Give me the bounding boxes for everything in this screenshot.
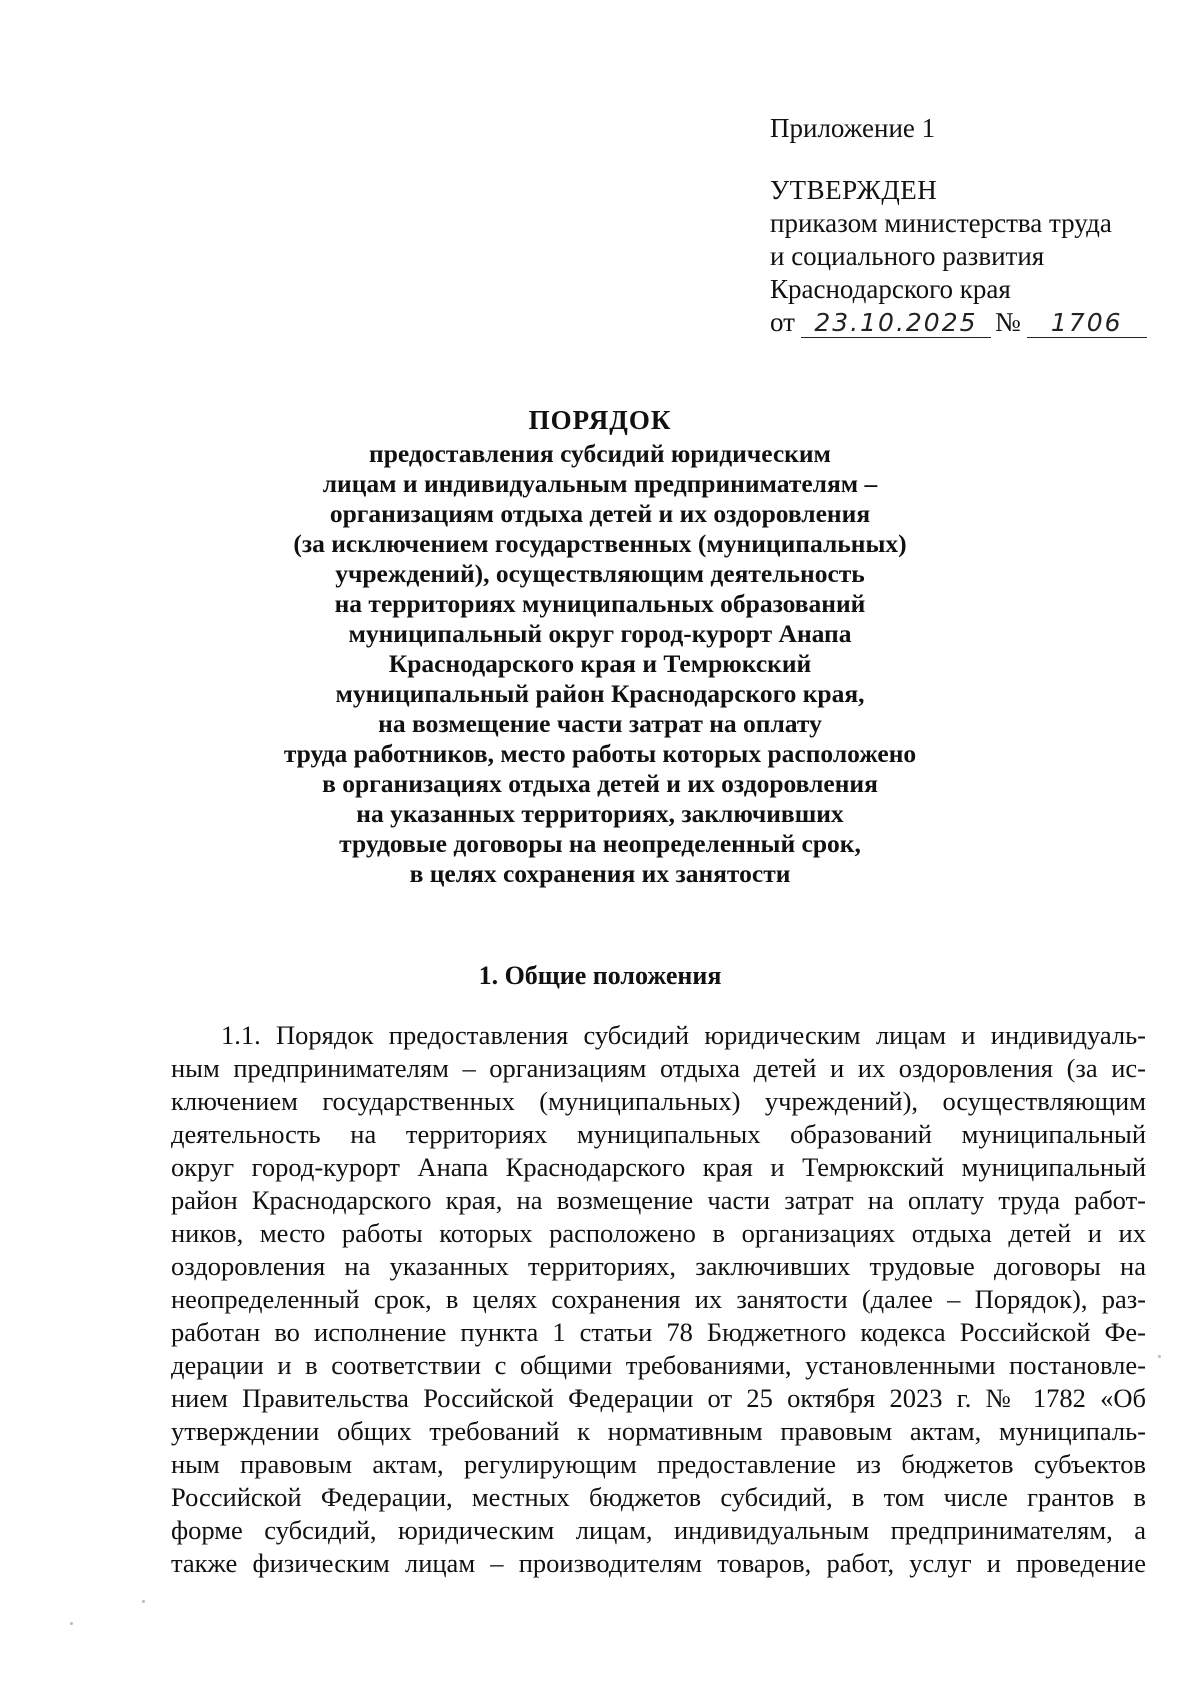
title-line: предоставления субсидий юридическим [369,439,831,468]
paragraph-line: форме субсидий, юридическим лицам, индивидуальным предпринимателям, а [171,1515,1146,1545]
paragraph-line: округ город-курорт Анапа Краснодарского края и Темрюкский муниципальный [171,1152,1146,1182]
number-sign: № [994,307,1021,337]
document-title: ПОРЯДОК [528,405,672,435]
title-line: муниципальный округ город-курорт Анапа [348,619,852,648]
title-line: труда работников, место работы которых расположено [283,739,917,768]
scan-speck [1158,1355,1161,1358]
approval-line: и социального развития [770,241,1045,271]
scan-speck [70,1622,73,1625]
paragraph-line: неопределенный срок, в целях сохранения их занятости (далее – Порядок), раз- [171,1284,1146,1314]
handwritten-date: 23.10.2025 [801,309,991,338]
date-prefix: от [770,307,795,337]
approved-stamp-text: УТВЕРЖДЕН [770,175,938,205]
approval-block [770,112,1170,339]
section-paragraph [171,1019,1146,1580]
paragraph-line: нием Правительства Российской Федерации от 25 октября 2023 г. № 1782 «Об [171,1383,1146,1413]
paragraph-line: деятельность на территориях муниципальных образований муниципальный [171,1119,1146,1149]
paragraph-line: утверждении общих требований к нормативным правовым актам, муниципаль- [171,1416,1146,1446]
title-line: организациям отдыха детей и их оздоровления [329,499,871,528]
approval-date-line [770,306,1170,339]
paragraph-line: ников, место работы которых расположено в организациях отдыха детей и их [171,1218,1146,1248]
paragraph-line: ным предпринимателям – организациям отдыха детей и их оздоровления (за ис- [171,1053,1146,1083]
title-line: на территориях муниципальных образований [334,589,866,618]
title-line: на указанных территориях, заключивших [356,799,844,828]
document-title-block [0,403,1200,889]
paragraph-line: район Краснодарского края, на возмещение части затрат на оплату труда работ- [171,1185,1146,1215]
title-line: муниципальный район Краснодарского края, [335,679,865,708]
title-line: в целях сохранения их занятости [409,859,791,888]
approval-line: Краснодарского края [770,274,1011,304]
title-line: лицам и индивидуальным предпринимателям – [322,469,878,498]
paragraph-line: ключением государственных (муниципальных) учреждений), осуществляющим [171,1086,1146,1116]
title-line: трудовые договоры на неопределенный срок, [339,829,861,858]
paragraph-line: дерации и в соответствии с общими требованиями, установленными постановле- [171,1350,1146,1380]
title-line: Краснодарского края и Темрюкский [388,649,812,678]
paragraph-line: 1.1. Порядок предоставления субсидий юридическим лицам и индивидуаль- [221,1020,1146,1050]
title-line: учреждений), осуществляющим деятельность [335,559,865,588]
section-heading: 1. Общие положения [478,961,722,990]
approval-line: приказом министерства труда [770,208,1112,238]
title-line: в организациях отдыха детей и их оздоровления [322,769,878,798]
handwritten-number: 1706 [1027,309,1147,338]
appendix-label: Приложение 1 [770,113,936,143]
title-line: на возмещение части затрат на оплату [378,709,822,738]
paragraph-line: ным правовым актам, регулирующим предоставление из бюджетов субъектов [171,1449,1146,1479]
paragraph-line: Российской Федерации, местных бюджетов субсидий, в том числе грантов в [171,1482,1146,1512]
title-line: (за исключением государственных (муниципальных) [293,529,907,558]
paragraph-line: работан во исполнение пункта 1 статьи 78 Бюджетного кодекса Российской Фе- [171,1317,1146,1347]
paragraph-line: оздоровления на указанных территориях, заключивших трудовые договоры на [171,1251,1146,1281]
scan-speck [142,1600,145,1603]
paragraph-line: также физическим лицам – производителям товаров, работ, услуг и проведение [171,1548,1146,1578]
